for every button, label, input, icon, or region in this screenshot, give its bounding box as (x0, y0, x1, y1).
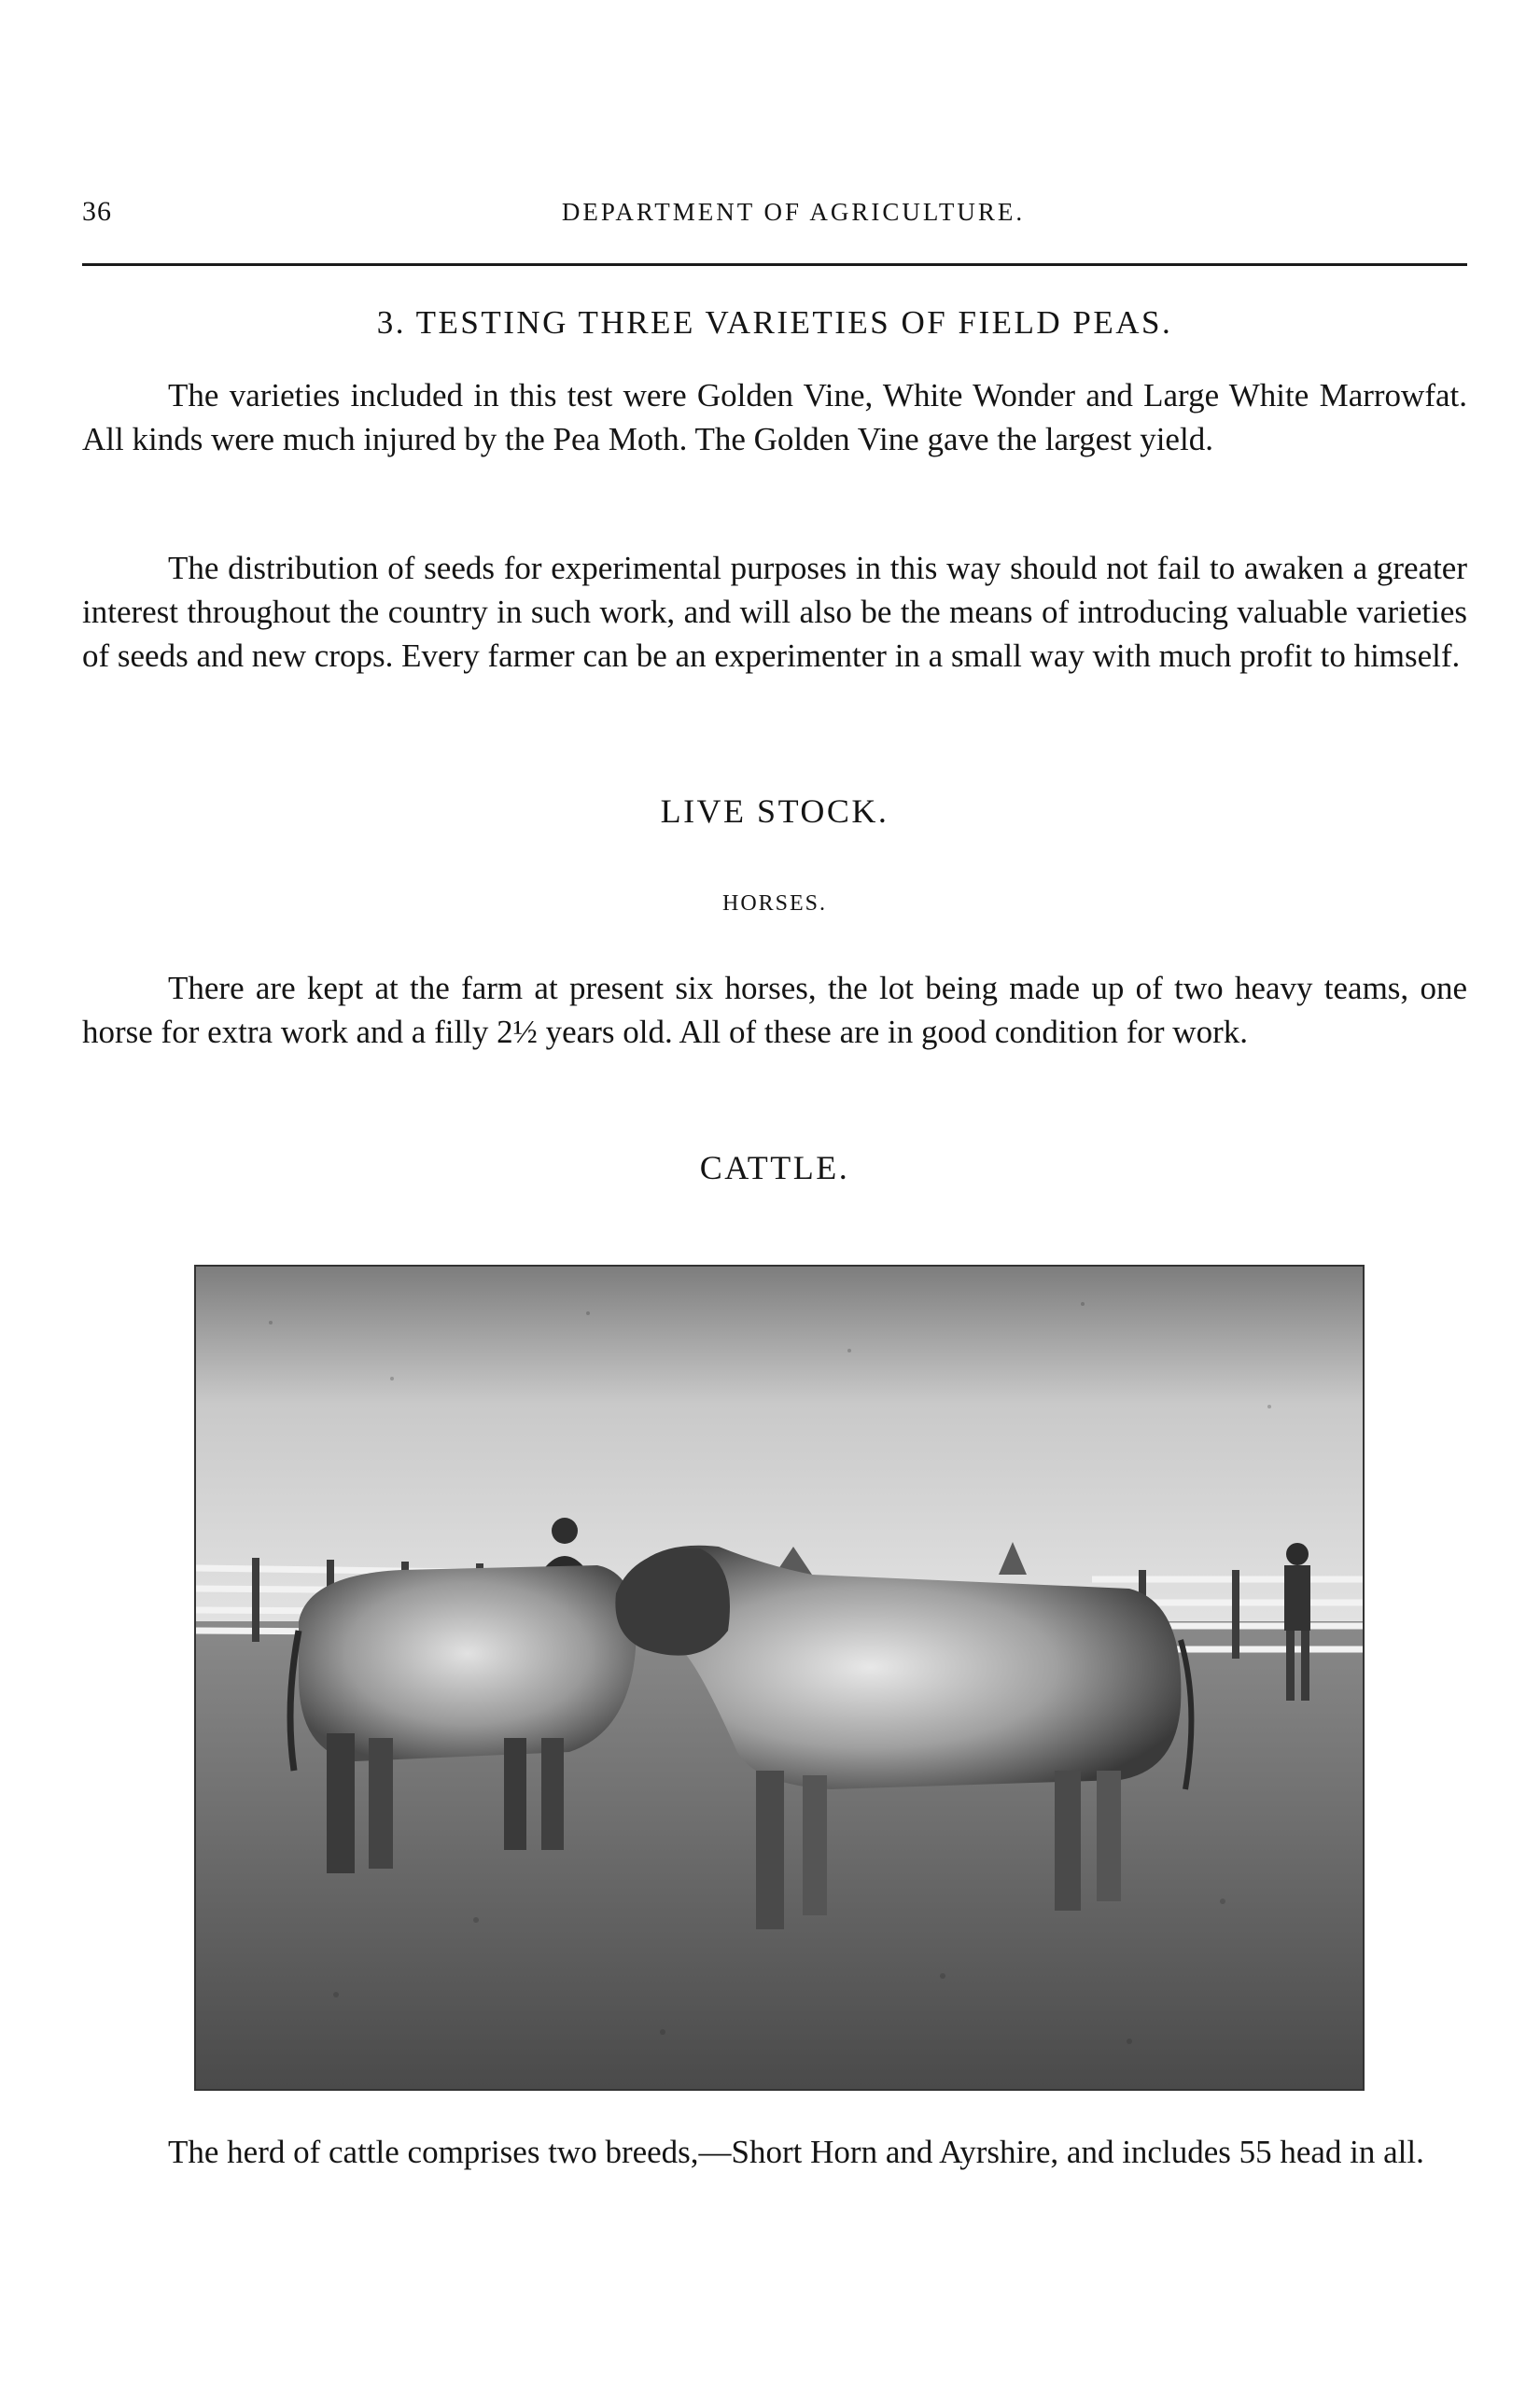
cattle-paragraph: The herd of cattle comprises two breeds,—Short Horn and Ayrshire, and includes 55 head in all. (168, 2134, 1424, 2170)
cattle-heading: CATTLE. (699, 1149, 850, 1186)
distribution-paragraph: The distribution of seeds for experimental purposes in this way should not fail to awaken a greater interest throughout the country in such work, and will also be the means of introducing valuable varieties of seeds and new crops. Every farmer can be an experimenter in a small way with much profit to himself. (82, 550, 1467, 674)
horses-heading: HORSES. (721, 891, 828, 916)
page-number: 36 (82, 196, 112, 227)
live-stock-heading: LIVE STOCK. (660, 792, 889, 830)
header-rule (82, 263, 1467, 266)
section-heading-field-peas: 3. TESTING THREE VARIETIES OF FIELD PEAS. (376, 304, 1173, 341)
horses-paragraph: There are kept at the farm at present six horses, the lot being made up of two heavy teams, one horse for extra work and a filly 2½ years old. All of these are in good condition for work. (82, 970, 1467, 1050)
cattle-photograph (194, 1265, 1365, 2091)
running-head (82, 196, 1467, 233)
header-title: DEPARTMENT OF AGRICULTURE. (561, 198, 1026, 226)
field-peas-paragraph: The varieties included in this test were Golden Vine, White Wonder and Large White Marrowfat. All kinds were much injured by the Pea Moth. The Golden Vine gave the largest yield. (82, 377, 1467, 457)
